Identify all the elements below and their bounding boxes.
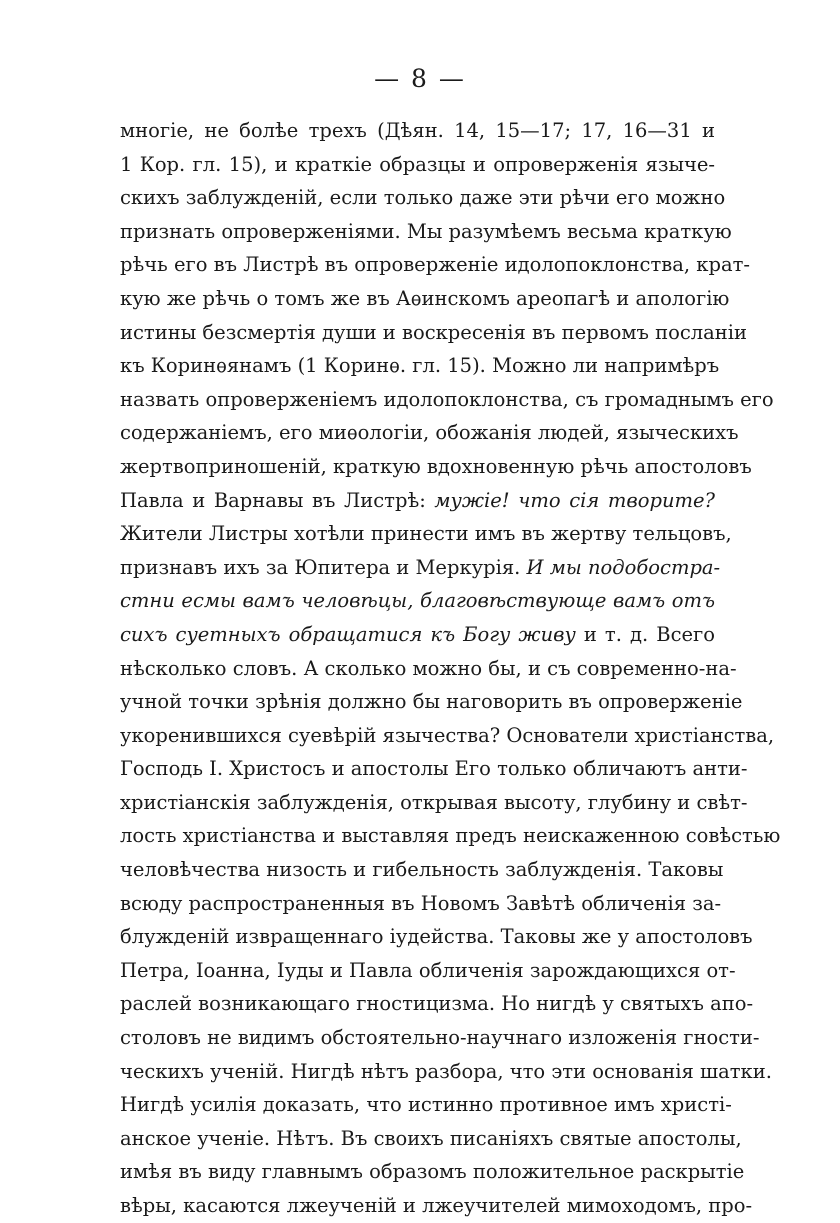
text-line	[120, 551, 721, 585]
text-line	[120, 887, 722, 921]
line-text: кую же рѣчь о томъ же въ Аѳинскомъ ареопагѣ и апологію	[120, 286, 730, 310]
text-line	[120, 618, 715, 652]
text-line	[120, 114, 715, 148]
line-text: имѣя въ виду главнымъ образомъ положительное раскрытіе	[120, 1160, 745, 1184]
line-text: Господь І. Христосъ и апостолы Его только обличаютъ анти-	[120, 757, 748, 781]
line-text: 1 Кор. гл. 15), и краткіе образцы и опроверженія языче-	[120, 152, 715, 176]
line-text: признавъ ихъ за Юпитера и Меркурія.	[120, 555, 527, 579]
line-text: рѣчь его въ Листрѣ въ опроверженіе идолопоклонства, крат-	[120, 253, 750, 277]
text-line	[120, 517, 732, 551]
line-text: блужденій извращеннаго іудейства. Таковы же у апостоловъ	[120, 925, 753, 949]
line-text: скихъ заблужденій, если только даже эти рѣчи его можно	[120, 186, 726, 210]
line-text: жертвоприношеній, краткую вдохновенную рѣчь апостоловъ	[120, 454, 752, 478]
text-line	[120, 484, 715, 518]
text-line	[120, 282, 730, 316]
text-line	[120, 1088, 732, 1122]
line-text: христіанскія заблужденія, открывая высоту, глубину и свѣт-	[120, 790, 748, 814]
text-line	[120, 685, 743, 719]
text-line	[120, 1055, 772, 1089]
text-line	[120, 719, 775, 753]
text-line	[120, 786, 748, 820]
line-text: человѣчества низость и гибельность заблужденія. Таковы	[120, 858, 724, 882]
italic-quote-text: мужіе! что сія творите?	[434, 488, 715, 512]
line-text: Жители Листры хотѣли принести имъ въ жертву тельцовъ,	[120, 522, 732, 546]
line-text: раслей возникающаго гностицизма. Но нигдѣ у святыхъ апо-	[120, 992, 754, 1016]
line-text: къ Коринѳянамъ (1 Коринѳ. гл. 15). Можно ли напримѣръ	[120, 354, 720, 378]
text-line	[120, 584, 715, 618]
line-text: учной точки зрѣнія должно бы наговорить въ опроверженіе	[120, 690, 743, 714]
text-line	[120, 349, 720, 383]
text-line	[120, 1155, 745, 1189]
italic-quote-text: стни есмы вамъ человѣцы, благовѣствующе вамъ отъ	[120, 589, 715, 613]
text-line	[120, 752, 748, 786]
text-line	[120, 450, 752, 484]
line-text: укоренившихся суевѣрій язычества? Основатели христіанства,	[120, 723, 775, 747]
text-line	[120, 819, 781, 853]
text-line	[120, 652, 737, 686]
text-line	[120, 148, 715, 182]
text-line	[120, 853, 724, 887]
line-text: Павла и Варнавы въ Листрѣ:	[120, 488, 435, 512]
page-number: — 8 —	[374, 64, 466, 93]
text-line	[120, 1122, 742, 1156]
text-line	[120, 181, 726, 215]
line-text: Петра, Іоанна, Іуды и Павла обличенія зарождающихся от-	[120, 958, 736, 982]
line-text: и т. д. Всего	[575, 622, 715, 646]
text-line	[120, 920, 753, 954]
text-line	[120, 316, 748, 350]
line-text: вѣры, касаются лжеученій и лжеучителей мимоходомъ, про-	[120, 1194, 753, 1217]
line-text: анское ученіе. Нѣтъ. Въ своихъ писаніяхъ святые апостолы,	[120, 1126, 742, 1150]
line-text: многіе, не болѣе трехъ (Дѣян. 14, 15—17; 17, 16—31 и	[120, 119, 715, 142]
line-text: Нигдѣ усилія доказать, что истинно противное имъ христі-	[120, 1093, 732, 1117]
text-line	[120, 954, 736, 988]
text-line	[120, 416, 739, 450]
line-text: нѣсколько словъ. А сколько можно бы, и съ современно-на-	[120, 656, 737, 680]
line-text: лость христіанства и выставляя предъ неискаженною совѣстью	[120, 824, 781, 848]
italic-quote-text: сихъ суетныхъ обращатися къ Богу живу	[120, 622, 576, 646]
line-text: признать опроверженіями. Мы разумѣемъ весьма краткую	[120, 219, 732, 243]
italic-quote-text: И мы подобостра-	[526, 555, 721, 579]
text-line	[120, 383, 774, 417]
line-text: содержаніемъ, его миѳологіи, обожанія людей, языческихъ	[120, 421, 739, 445]
line-text: назвать опроверженіемъ идолопоклонства, съ громаднымъ его	[120, 387, 774, 411]
text-line	[120, 987, 754, 1021]
line-text: всюду распространенныя въ Новомъ Завѣтѣ обличенія за-	[120, 891, 722, 915]
line-text: истины безсмертія души и воскресенія въ первомъ посланіи	[120, 320, 748, 344]
text-line	[120, 1021, 760, 1055]
text-line	[120, 1189, 753, 1223]
text-line	[120, 248, 750, 282]
line-text: ческихъ ученій. Нигдѣ нѣтъ разбора, что эти основанія шатки.	[120, 1059, 772, 1083]
line-text: столовъ не видимъ обстоятельно-научнаго изложенія гности-	[120, 1026, 760, 1050]
text-line	[120, 215, 732, 249]
body-text	[120, 114, 781, 1223]
